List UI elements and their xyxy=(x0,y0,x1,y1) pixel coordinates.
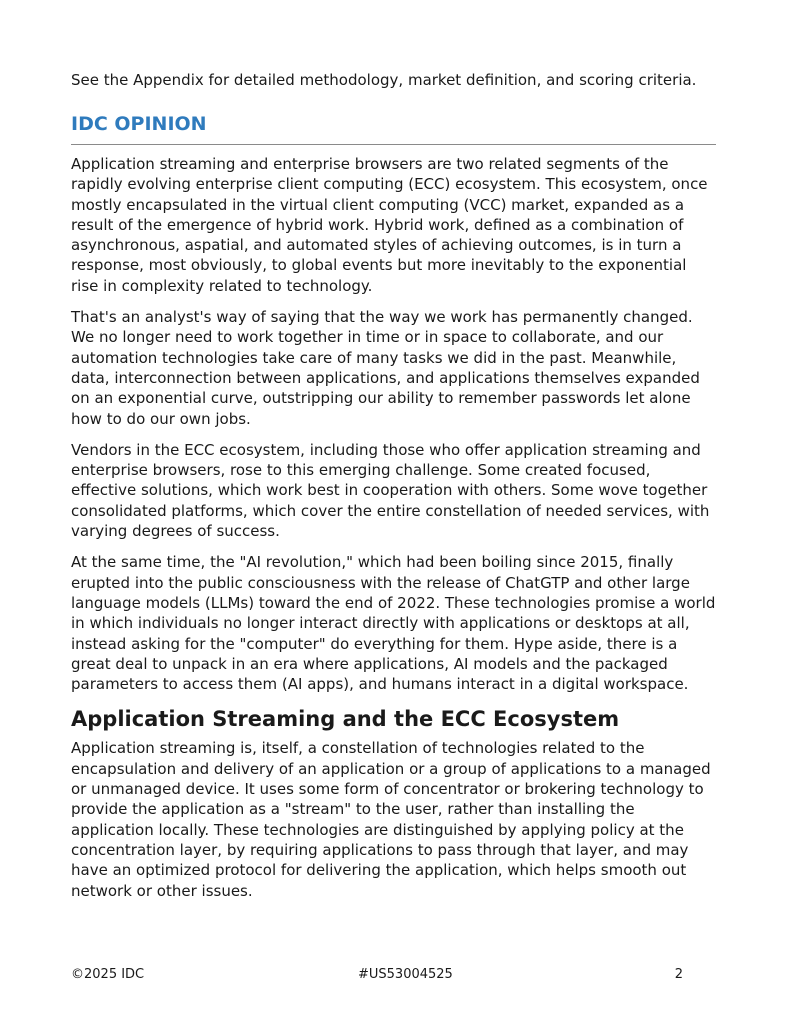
streaming-heading: Application Streaming and the ECC Ecosystem xyxy=(71,707,620,732)
document-page xyxy=(71,0,716,901)
footer-copyright: ©2025 IDC xyxy=(71,967,145,982)
footer-page-number: 2 xyxy=(674,967,683,982)
opinion-paragraph-3: Vendors in the ECC ecosystem, including those who offer application streaming and enterprise browsers, rose to this emerging challenge. Some created focused, effective solutions, which work best in cooperation with others. Some wove together consolidated platforms, which cover the entire constellation of needed services, with varying degrees of success. xyxy=(71,440,710,541)
opinion-paragraph-1: Application streaming and enterprise browsers are two related segments of the rapidly evolving enterprise client computing (ECC) ecosystem. This ecosystem, once mostly encapsulated in the virtual client computing (VCC) market, expanded as a result of the emergence of hybrid work. Hybrid work, defined as a combination of asynchronous, aspatial, and automated styles of achieving outcomes, is in turn a response, most obviously, to global events but more inevitably to the exponential rise in complexity related to technology. xyxy=(71,155,708,295)
opinion-paragraph-4: At the same time, the "AI revolution," which had been boiling since 2015, finally erupted into the public consciousness with the release of ChatGTP and other large language models (LLMs) toward the end of 2022. These technologies promise a world in which individuals no longer interact directly with applications or desktops at all, instead asking for the "computer" do everything for them. Hype aside, there is a great deal to unpack in an era where applications, AI models and the packaged parameters to access them (AI apps), and humans interact in a digital workspace. xyxy=(71,553,716,694)
footer-doc-id: #US53004525 xyxy=(358,967,453,982)
intro-text: See the Appendix for detailed methodology, market definition, and scoring criteria. xyxy=(71,71,697,89)
idc-opinion-heading: IDC OPINION xyxy=(71,112,716,145)
streaming-paragraph: Application streaming is, itself, a constellation of technologies related to the encapsulation and delivery of an application or a group of applications to a managed or unmanaged device. It uses some form of concentrator or brokering technology to provide the application as a "stream" to the user, rather than installing the application locally. These technologies are distinguished by applying policy at the concentration layer, by requiring applications to pass through that layer, and may have an optimized protocol for delivering the application, which helps smooth out network or other issues. xyxy=(71,739,711,900)
opinion-paragraph-2: That's an analyst's way of saying that the way we work has permanently changed. We no longer need to work together in time or in space to collaborate, and our automation technologies take care of many tasks we did in the past. Meanwhile, data, interconnection between applications, and applications themselves expanded on an exponential curve, outstripping our ability to remember passwords let alone how to do our own jobs. xyxy=(71,308,700,428)
